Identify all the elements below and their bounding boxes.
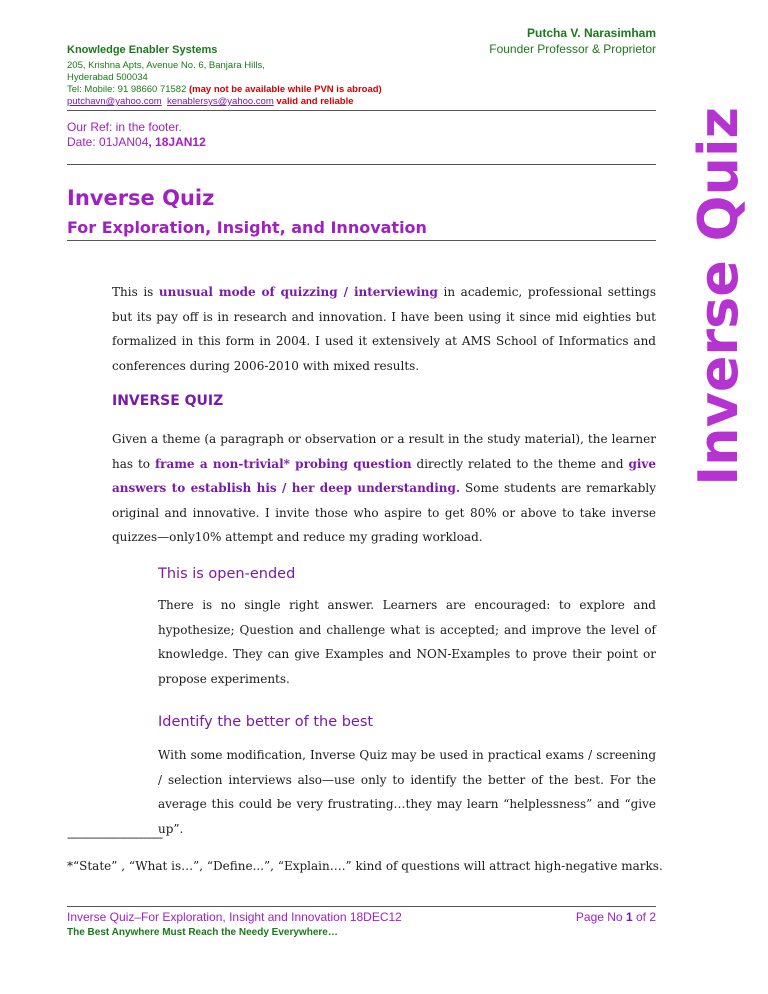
footer-document-title: Inverse Quiz–For Exploration, Insight and Innovation 18DEC12 (67, 910, 402, 924)
page-total: of 2 (632, 910, 656, 924)
definition-emphasis-1: frame a non-trivial* probing question (154, 456, 412, 471)
subheading-better-of-best: Identify the better of the best (158, 714, 374, 730)
section-heading: INVERSE QUIZ (112, 393, 224, 409)
address-line-2: Hyderabad 500034 (67, 72, 148, 83)
intro-emphasis: unusual mode of quizzing / interviewing (158, 285, 438, 299)
footnote-text: *“State” , “What is…”, “Define...”, “Explain….” kind of questions will attract high-negative marks. (67, 859, 663, 873)
telephone-number: Tel: Mobile: 91 98660 71582 (67, 84, 190, 95)
intro-paragraph (112, 280, 656, 378)
definition-text-e: Some students are remarkably original and innovative. I invite those who aspire to get 80% or above to take inverse quizzes—only10% attempt and reduce my grading workload. (112, 481, 656, 544)
address-line-1: 205, Krishna Apts, Avenue No. 6, Banjara Hills, (67, 60, 265, 71)
author-title: Founder Professor & Proprietor (489, 42, 656, 56)
definition-emphasis-2: give answers to establish his / her deep understanding. (112, 456, 656, 495)
our-reference: Our Ref: in the footer. (67, 120, 182, 134)
email-link-2[interactable]: kenablersys@yahoo.com (166, 96, 274, 107)
page-current: 1 (625, 910, 633, 924)
reference-divider (67, 164, 656, 165)
date-bold: , 18JAN12 (148, 135, 206, 149)
footnote-separator: ----------------------------------- (67, 831, 163, 844)
organization-name: Knowledge Enabler Systems (67, 44, 218, 56)
side-banner (676, 106, 760, 486)
subheading-open-ended: This is open-ended (158, 566, 296, 582)
email-link-1[interactable]: putchavn@yahoo.com (67, 96, 162, 107)
date-line (67, 135, 206, 149)
author-name: Putcha V. Narasimham (527, 26, 656, 40)
email-line (67, 96, 354, 107)
page-number (540, 910, 656, 924)
better-of-best-paragraph: With some modification, Inverse Quiz may be used in practical exams / screening / selection interviews also—use only to identify the better of the best. For the average this could be very frustrating…they may learn “helplessness” and “give up”. (158, 748, 656, 836)
intro-text-c: in academic, professional settings but its pay off is in research and innovation. I have been using it since mid eighties but formalized in this form in 2004. I used it extensively at AMS School of Informatics and conferences during 2006-2010 with mixed results. (112, 285, 657, 373)
definition-text-c: directly related to the theme and (411, 456, 629, 471)
intro-text-a: This is (112, 285, 159, 299)
header-divider (67, 110, 656, 111)
open-ended-paragraph: There is no single right answer. Learners are encouraged: to explore and hypothesize; Question and challenge what is accepted; and improve the level of knowledge. They can give Examples and NON-Examples to prove their point or propose experiments. (158, 598, 656, 686)
document-subtitle: For Exploration, Insight, and Innovation (67, 218, 427, 237)
footer-motto: The Best Anywhere Must Reach the Needy Everywhere… (67, 927, 338, 938)
document-title: Inverse Quiz (67, 186, 215, 210)
page-prefix: Page No (575, 910, 626, 924)
definition-text-a: Given a theme (a paragraph or observation or a result in the study material), the learner has to (112, 432, 656, 471)
email-note: valid and reliable (276, 96, 354, 107)
telephone (67, 84, 382, 95)
telephone-note: (may not be available while PVN is abroad) (189, 84, 382, 95)
footer-divider (67, 906, 656, 907)
definition-paragraph (112, 427, 656, 550)
side-banner-text: Inverse Quiz (686, 106, 750, 486)
title-divider (67, 240, 656, 241)
date-prefix: Date: 01JAN04 (67, 135, 149, 149)
